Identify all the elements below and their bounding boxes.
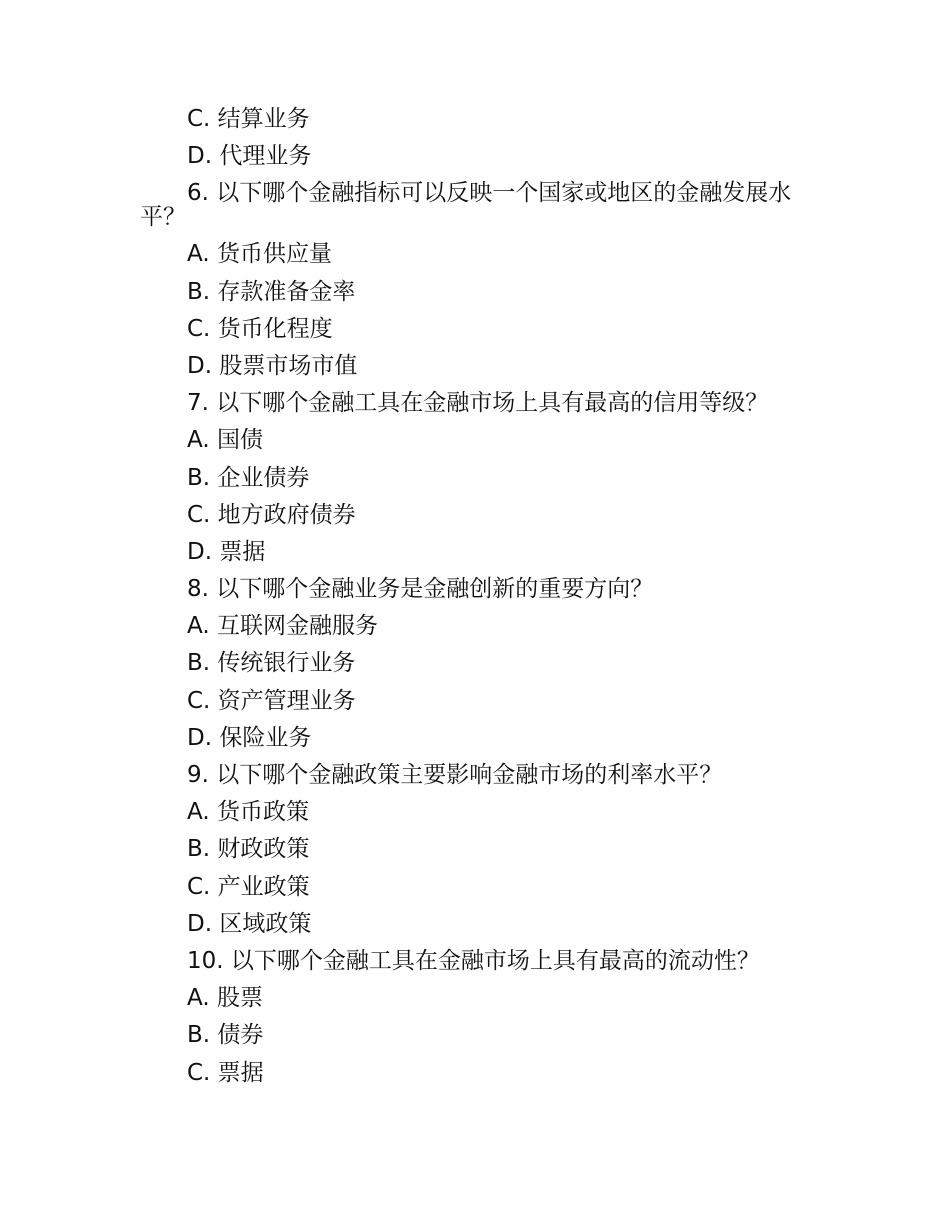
question-9: 9. 以下哪个金融政策主要影响金融市场的利率水平？ — [187, 762, 723, 788]
option-5d: D. 代理业务 — [187, 143, 312, 170]
option-8b: B. 传统银行业务 — [187, 650, 356, 677]
option-7c: C. 地方政府债券 — [187, 501, 356, 528]
option-10a: A. 股票 — [187, 985, 263, 1012]
option-10c: C. 票据 — [187, 1059, 264, 1086]
option-8a: A. 互联网金融服务 — [187, 613, 378, 640]
question-6: 6. 以下哪个金融指标可以反映一个国家或地区的金融发展水平？ — [140, 180, 792, 231]
question-10: 10. 以下哪个金融工具在金融市场上具有最高的流动性？ — [187, 947, 760, 974]
option-6a: A. 货币供应量 — [187, 241, 332, 268]
option-10b: B. 债券 — [187, 1022, 264, 1049]
document-body — [140, 101, 830, 1092]
option-9b: B. 财政政策 — [187, 836, 310, 863]
option-7d: D. 票据 — [187, 538, 266, 565]
option-5c: C. 结算业务 — [187, 106, 310, 132]
option-6c: C. 货币化程度 — [187, 315, 333, 342]
option-9d: D. 区域政策 — [187, 910, 312, 937]
option-8c: C. 资产管理业务 — [187, 687, 356, 714]
option-7a: A. 国债 — [187, 427, 263, 454]
option-7b: B. 企业债券 — [187, 464, 310, 491]
option-6d: D. 股票市场市值 — [187, 352, 358, 379]
option-9c: C. 产业政策 — [187, 873, 310, 900]
question-7: 7. 以下哪个金融工具在金融市场上具有最高的信用等级？ — [187, 390, 769, 417]
question-8: 8. 以下哪个金融业务是金融创新的重要方向？ — [187, 576, 654, 603]
option-9a: A. 货币政策 — [187, 799, 309, 826]
option-6b: B. 存款准备金率 — [187, 278, 356, 305]
option-8d: D. 保险业务 — [187, 724, 312, 751]
